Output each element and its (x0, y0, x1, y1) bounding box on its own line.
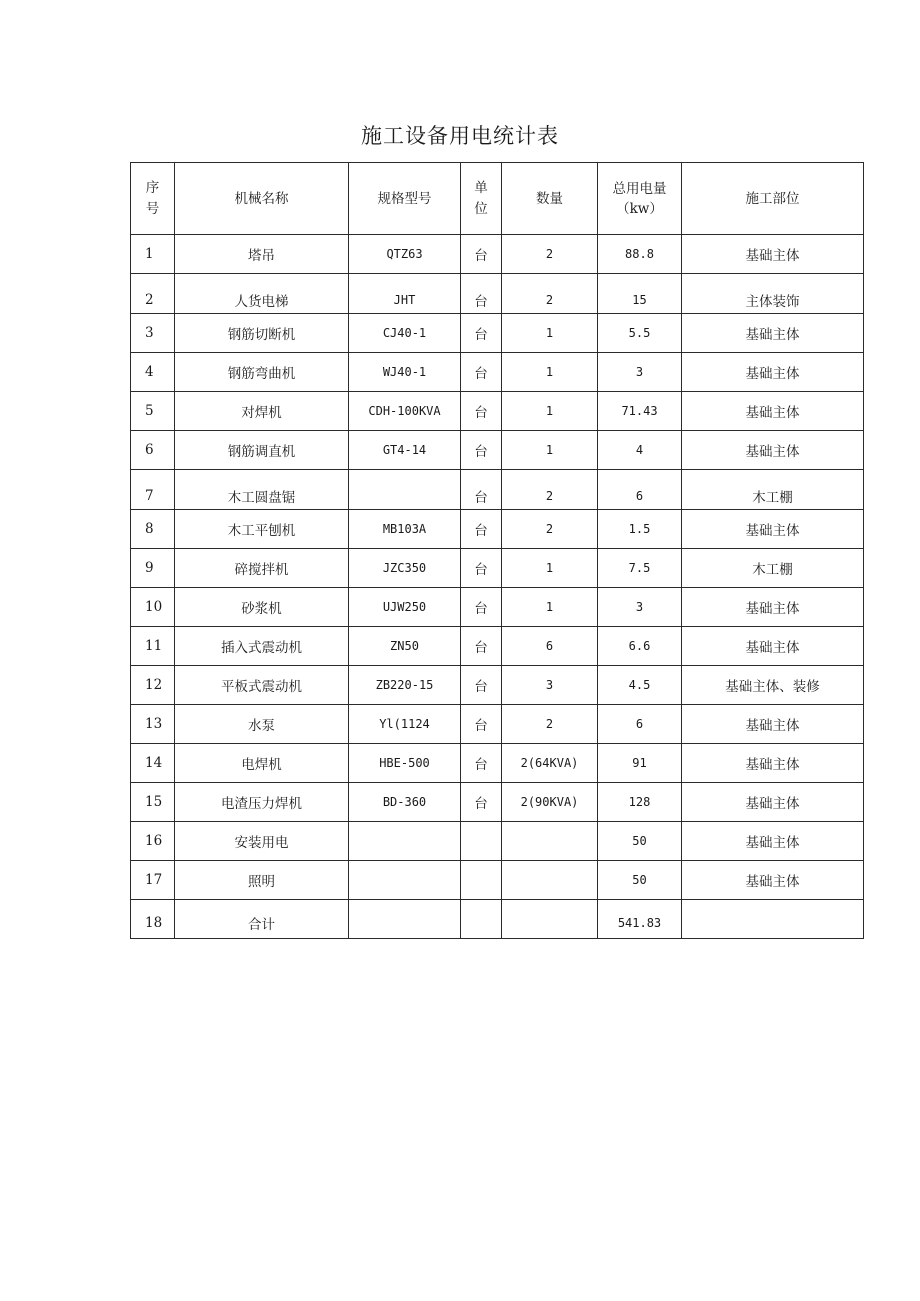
header-unit: 单位 (461, 163, 502, 235)
cell-location: 基础主体 (682, 392, 864, 431)
cell-power: 4 (598, 431, 682, 470)
cell-location: 基础主体 (682, 744, 864, 783)
cell-quantity: 1 (502, 353, 598, 392)
cell-quantity: 2 (502, 470, 598, 510)
cell-model: CJ40-1 (349, 314, 461, 353)
cell-power: 6 (598, 470, 682, 510)
cell-index: 17 (131, 861, 175, 900)
cell-name: 木工圆盘锯 (175, 470, 349, 510)
cell-name: 木工平刨机 (175, 510, 349, 549)
table-row (131, 666, 864, 705)
cell-unit: 台 (461, 314, 502, 353)
cell-power: 5.5 (598, 314, 682, 353)
cell-name: 碎搅拌机 (175, 549, 349, 588)
cell-name: 砂浆机 (175, 588, 349, 627)
cell-power: 6.6 (598, 627, 682, 666)
cell-index: 4 (131, 353, 175, 392)
cell-power: 7.5 (598, 549, 682, 588)
cell-index: 7 (131, 470, 175, 510)
cell-name: 电渣压力焊机 (175, 783, 349, 822)
cell-power: 88.8 (598, 235, 682, 274)
equipment-power-table (130, 162, 864, 939)
header-power: 总用电量（kw） (598, 163, 682, 235)
cell-location: 基础主体 (682, 861, 864, 900)
cell-model (349, 900, 461, 939)
cell-power: 3 (598, 588, 682, 627)
cell-power: 50 (598, 822, 682, 861)
cell-index: 9 (131, 549, 175, 588)
table-row (131, 861, 864, 900)
cell-index: 13 (131, 705, 175, 744)
cell-quantity: 1 (502, 588, 598, 627)
table-row (131, 900, 864, 939)
cell-unit: 台 (461, 627, 502, 666)
cell-location: 基础主体 (682, 822, 864, 861)
cell-unit (461, 822, 502, 861)
cell-unit: 台 (461, 274, 502, 314)
cell-quantity: 2(90KVA) (502, 783, 598, 822)
cell-power: 4.5 (598, 666, 682, 705)
cell-name: 水泵 (175, 705, 349, 744)
cell-unit: 台 (461, 353, 502, 392)
cell-model: Yl(1124 (349, 705, 461, 744)
cell-model: BD-360 (349, 783, 461, 822)
cell-unit: 台 (461, 783, 502, 822)
cell-quantity: 3 (502, 666, 598, 705)
cell-power: 50 (598, 861, 682, 900)
cell-power: 6 (598, 705, 682, 744)
cell-index: 14 (131, 744, 175, 783)
cell-unit (461, 900, 502, 939)
cell-name: 塔吊 (175, 235, 349, 274)
cell-index: 16 (131, 822, 175, 861)
cell-unit: 台 (461, 549, 502, 588)
cell-name: 钢筋调直机 (175, 431, 349, 470)
table-row (131, 314, 864, 353)
cell-model: JZC350 (349, 549, 461, 588)
header-name: 机械名称 (175, 163, 349, 235)
cell-location: 基础主体 (682, 353, 864, 392)
cell-index: 5 (131, 392, 175, 431)
cell-model: HBE-500 (349, 744, 461, 783)
header-location: 施工部位 (682, 163, 864, 235)
table-row (131, 274, 864, 314)
table-body (131, 235, 864, 939)
cell-model: JHT (349, 274, 461, 314)
cell-power: 1.5 (598, 510, 682, 549)
cell-quantity: 1 (502, 392, 598, 431)
cell-quantity: 2 (502, 705, 598, 744)
cell-model: WJ40-1 (349, 353, 461, 392)
table-row (131, 705, 864, 744)
cell-location: 基础主体 (682, 705, 864, 744)
cell-index: 10 (131, 588, 175, 627)
cell-index: 8 (131, 510, 175, 549)
cell-unit: 台 (461, 588, 502, 627)
cell-quantity: 2 (502, 274, 598, 314)
cell-index: 11 (131, 627, 175, 666)
cell-unit: 台 (461, 431, 502, 470)
cell-index: 2 (131, 274, 175, 314)
cell-power: 128 (598, 783, 682, 822)
cell-index: 6 (131, 431, 175, 470)
table-row (131, 588, 864, 627)
cell-model: UJW250 (349, 588, 461, 627)
table-row (131, 392, 864, 431)
cell-location: 基础主体 (682, 627, 864, 666)
cell-location: 基础主体 (682, 431, 864, 470)
cell-quantity (502, 861, 598, 900)
page-title: 施工设备用电统计表 (361, 124, 559, 148)
table-row (131, 510, 864, 549)
cell-name: 对焊机 (175, 392, 349, 431)
header-index: 序号 (131, 163, 175, 235)
cell-unit: 台 (461, 510, 502, 549)
cell-model: ZB220-15 (349, 666, 461, 705)
header-model: 规格型号 (349, 163, 461, 235)
cell-model: CDH-100KVA (349, 392, 461, 431)
cell-unit: 台 (461, 666, 502, 705)
cell-unit: 台 (461, 744, 502, 783)
table-row (131, 235, 864, 274)
cell-location (682, 900, 864, 939)
cell-power: 15 (598, 274, 682, 314)
table-header-row (131, 163, 864, 235)
cell-quantity: 2(64KVA) (502, 744, 598, 783)
cell-name: 人货电梯 (175, 274, 349, 314)
cell-location: 基础主体 (682, 588, 864, 627)
cell-name: 安装用电 (175, 822, 349, 861)
cell-unit: 台 (461, 470, 502, 510)
cell-unit: 台 (461, 705, 502, 744)
cell-location: 主体装饰 (682, 274, 864, 314)
cell-quantity: 1 (502, 549, 598, 588)
cell-quantity: 1 (502, 314, 598, 353)
cell-location: 基础主体 (682, 235, 864, 274)
cell-power: 91 (598, 744, 682, 783)
cell-location: 木工棚 (682, 549, 864, 588)
cell-quantity: 1 (502, 431, 598, 470)
cell-power: 541.83 (598, 900, 682, 939)
table-row (131, 549, 864, 588)
cell-model: QTZ63 (349, 235, 461, 274)
cell-quantity (502, 822, 598, 861)
cell-model: GT4-14 (349, 431, 461, 470)
cell-model (349, 822, 461, 861)
cell-unit: 台 (461, 235, 502, 274)
cell-quantity: 2 (502, 510, 598, 549)
cell-name: 合计 (175, 900, 349, 939)
cell-model (349, 861, 461, 900)
cell-name: 平板式震动机 (175, 666, 349, 705)
cell-index: 15 (131, 783, 175, 822)
cell-index: 1 (131, 235, 175, 274)
cell-location: 基础主体、装修 (682, 666, 864, 705)
header-quantity: 数量 (502, 163, 598, 235)
cell-model: ZN50 (349, 627, 461, 666)
table-row (131, 783, 864, 822)
cell-location: 基础主体 (682, 510, 864, 549)
cell-model (349, 470, 461, 510)
table-row (131, 822, 864, 861)
cell-quantity (502, 900, 598, 939)
cell-index: 18 (131, 900, 175, 939)
cell-location: 基础主体 (682, 314, 864, 353)
cell-quantity: 2 (502, 235, 598, 274)
table-row (131, 431, 864, 470)
cell-name: 钢筋弯曲机 (175, 353, 349, 392)
cell-name: 钢筋切断机 (175, 314, 349, 353)
cell-power: 71.43 (598, 392, 682, 431)
cell-model: MB103A (349, 510, 461, 549)
cell-unit: 台 (461, 392, 502, 431)
cell-name: 电焊机 (175, 744, 349, 783)
cell-index: 3 (131, 314, 175, 353)
cell-location: 木工棚 (682, 470, 864, 510)
cell-name: 插入式震动机 (175, 627, 349, 666)
table-row (131, 744, 864, 783)
table-row (131, 470, 864, 510)
table-row (131, 627, 864, 666)
cell-name: 照明 (175, 861, 349, 900)
cell-index: 12 (131, 666, 175, 705)
cell-unit (461, 861, 502, 900)
cell-location: 基础主体 (682, 783, 864, 822)
cell-quantity: 6 (502, 627, 598, 666)
table-row (131, 353, 864, 392)
cell-power: 3 (598, 353, 682, 392)
